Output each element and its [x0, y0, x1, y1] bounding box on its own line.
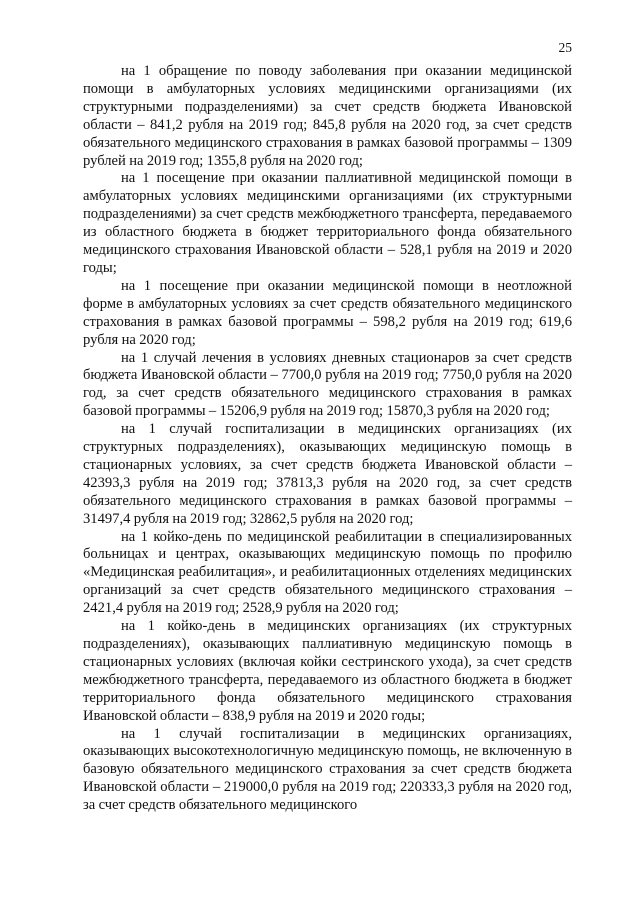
paragraph-rehabilitation-bed-day: на 1 койко-день по медицинской реабилитации в специализированных больницах и центрах, оказывающих медицинскую помощь по профилю «Медицинская реабилитация», и реабилитационных отделениях медицинских организаций за счет средств обязательного медицинского страхования – 2421,4 рубля на 2019 год; 2528,9 рубля на 2020 год;	[83, 528, 572, 617]
paragraph-palliative-outpatient-visit: на 1 посещение при оказании паллиативной медицинской помощи в амбулаторных условиях медицинскими организациями (их структурными подразделениями) за счет средств межбюджетного трансферта, передаваемого из областного бюджета в бюджет территориального фонда обязательного медицинского страхования Ивановской области – 528,1 рубля на 2019 и 2020 годы;	[83, 170, 572, 276]
paragraph-day-hospital-case: на 1 случай лечения в условиях дневных стационаров за счет средств бюджета Ивановской области – 7700,0 рубля на 2019 год; 7750,0 рубля на 2020 год, за счет средств обязательного медицинского страхования в рамках базовой программы – 15206,9 рубля на 2019 год; 15870,3 рубля на 2020 год;	[83, 349, 572, 420]
paragraph-palliative-bed-day: на 1 койко-день в медицинских организациях (их структурных подразделениях), оказывающих паллиативную медицинскую помощь в стационарных условиях (включая койки сестринского ухода), за счет средств межбюджетного трансферта, передаваемого из областного бюджета в бюджет территориального фонда обязательного медицинского страхования Ивановской области – 838,9 рубля на 2019 и 2020 годы;	[83, 618, 572, 724]
paragraph-outpatient-disease-visit: на 1 обращение по поводу заболевания при оказании медицинской помощи в амбулаторных условиях медицинскими организациями (их структурными подразделениями) за счет средств бюджета Ивановской области – 841,2 рубля на 2019 год; 845,8 рубля на 2020 год, за счет средств обязательного медицинского страхования в рамках базовой программы – 1309 рублей на 2019 год; 1355,8 рубля на 2020 год;	[83, 63, 572, 169]
paragraph-urgent-outpatient-visit: на 1 посещение при оказании медицинской помощи в неотложной форме в амбулаторных условиях за счет средств обязательного медицинского страхования в рамках базовой программы – 598,2 рубля на 2019 год; 619,6 рубля на 2020 год;	[83, 277, 572, 348]
page-number: 25	[558, 40, 572, 55]
paragraph-hospitalization-case: на 1 случай госпитализации в медицинских организациях (их структурных подразделениях), оказывающих медицинскую помощь в стационарных условиях, за счет средств бюджета Ивановской области – 42393,3 рубля на 2019 год; 37813,3 рубля на 2020 год, за счет средств обязательного медицинского страхования в рамках базовой программы – 31497,4 рубля на 2019 год; 32862,5 рубля на 2020 год;	[83, 421, 572, 527]
document-body	[83, 63, 572, 815]
paragraph-high-tech-hospitalization: на 1 случай госпитализации в медицинских организациях, оказывающих высокотехнологичную медицинскую помощь, не включенную в базовую обязательного медицинского страхования за счет средств бюджета Ивановской области – 219000,0 рубля на 2019 год; 220333,3 рубля на 2020 год, за счет средств обязательного медицинского	[83, 725, 572, 814]
